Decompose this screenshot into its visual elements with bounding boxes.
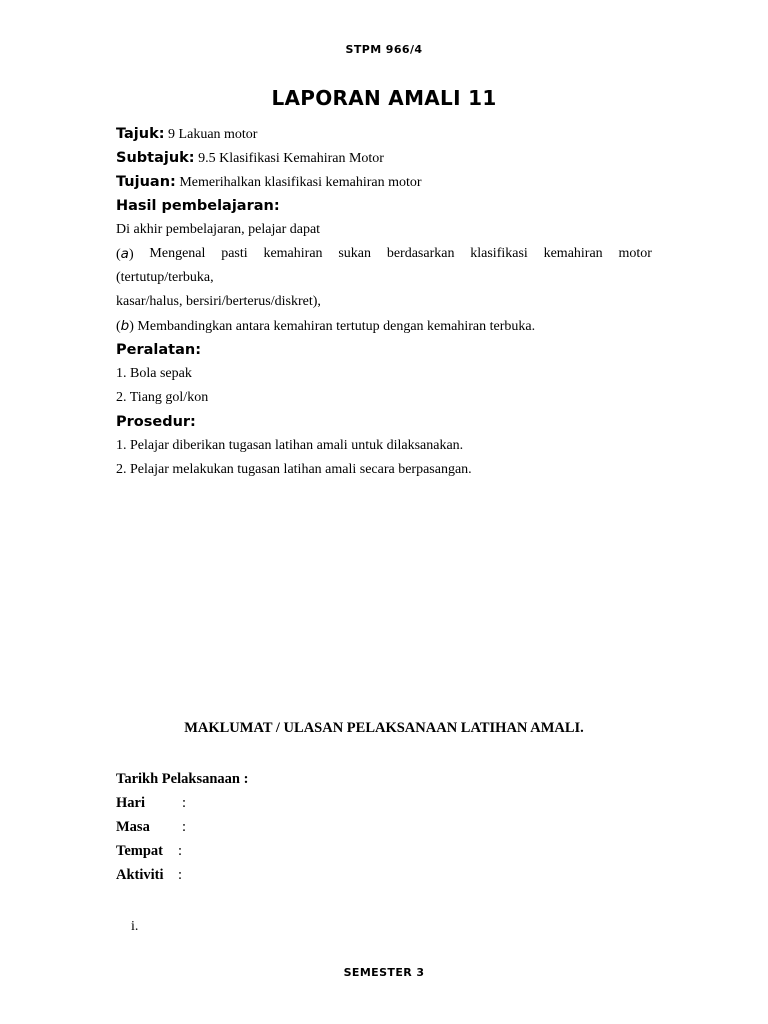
field-colon: : [182, 819, 187, 835]
item-a-word: pasti [221, 246, 248, 261]
field-label: Aktiviti [116, 867, 164, 883]
subtajuk-label: Subtajuk: [116, 150, 195, 166]
field-colon: : [178, 867, 183, 883]
field-tempat [116, 839, 516, 863]
hasil-intro: Di akhir pembelajaran, pelajar dapat [116, 222, 321, 237]
page-title: LAPORAN AMALI 11 [271, 86, 497, 110]
field-hari [116, 791, 516, 815]
field-label: Hari [116, 795, 145, 811]
item-a-word: Mengenal [149, 246, 206, 261]
field-label: Tempat [116, 843, 163, 859]
tujuan-value: Memerihalkan klasifikasi kemahiran motor [179, 175, 422, 190]
field-tarikh [116, 767, 516, 791]
tajuk-value: 9 Lakuan motor [168, 127, 258, 142]
item-a-continuation-1: (tertutup/terbuka, [116, 270, 214, 285]
field-masa [116, 815, 516, 839]
item-a-continuation-2: kasar/halus, bersiri/berterus/diskret), [116, 294, 321, 309]
peralatan-item: 2. Tiang gol/kon [116, 390, 209, 405]
tajuk-label: Tajuk: [116, 126, 165, 142]
field-colon: : [182, 795, 187, 811]
list-marker: i. [131, 919, 139, 934]
peralatan-item: 1. Bola sepak [116, 366, 192, 381]
report-body [116, 122, 652, 482]
prosedur-item: 1. Pelajar diberikan tugasan latihan amali untuk dilaksanakan. [116, 438, 464, 453]
item-a-word: sukan [338, 246, 372, 261]
prosedur-item: 2. Pelajar melakukan tugasan latihan amali secara berpasangan. [116, 462, 472, 477]
item-a-word: kemahiran [543, 246, 603, 261]
footer-semester: SEMESTER 3 [343, 966, 425, 979]
header-code: STPM 966/4 [345, 43, 423, 56]
tajuk-row [116, 122, 652, 146]
field-colon: : [243, 771, 249, 787]
hasil-heading: Hasil pembelajaran: [116, 198, 280, 214]
item-a-word: motor [618, 246, 652, 261]
prosedur-heading: Prosedur: [116, 414, 196, 430]
item-a-word: klasifikasi [470, 246, 528, 261]
subtajuk-value: 9.5 Klasifikasi Kemahiran Motor [198, 151, 384, 166]
item-a-marker: (a) [116, 246, 134, 262]
item-b-marker: (b) [116, 318, 134, 334]
maklumat-form [116, 767, 516, 887]
field-label: Masa [116, 819, 150, 835]
item-a-word: berdasarkan [386, 246, 455, 261]
field-aktiviti [116, 863, 516, 887]
peralatan-heading: Peralatan: [116, 342, 201, 358]
field-colon: : [178, 843, 183, 859]
hasil-item-b [116, 314, 652, 338]
tujuan-row [116, 170, 652, 194]
item-b-text: Membandingkan antara kemahiran tertutup dengan kemahiran terbuka. [137, 319, 536, 334]
field-label: Tarikh Pelaksanaan [116, 771, 240, 787]
tujuan-label: Tujuan: [116, 174, 176, 190]
subtajuk-row [116, 146, 652, 170]
maklumat-title: MAKLUMAT / ULASAN PELAKSANAAN LATIHAN AMALI. [184, 720, 584, 736]
item-a-word: kemahiran [263, 246, 323, 261]
hasil-item-a [116, 242, 652, 266]
